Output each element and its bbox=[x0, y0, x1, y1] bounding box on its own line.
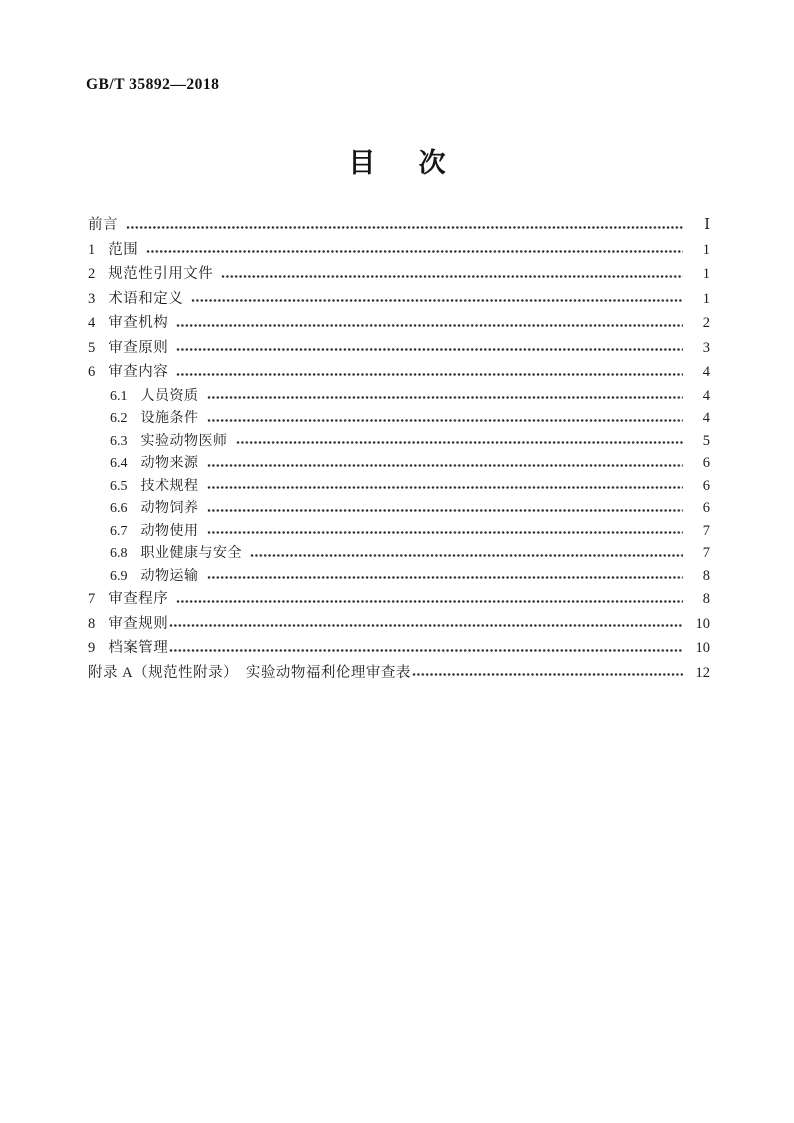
toc-entry-label: 动物运输 bbox=[140, 568, 199, 584]
toc-entry-label: 职业健康与安全 bbox=[140, 546, 242, 561]
toc-entry-label: 前言 bbox=[88, 217, 118, 233]
toc-entry-page: 8 bbox=[702, 567, 710, 584]
toc-entry bbox=[88, 311, 710, 336]
dot-leader bbox=[207, 530, 684, 535]
toc-entry-page: 6 bbox=[702, 455, 710, 471]
toc-entry-page: 5 bbox=[702, 432, 710, 449]
toc-entry-page: 2 bbox=[702, 315, 710, 331]
toc-entry-number: 6.7 bbox=[110, 523, 128, 539]
toc-entry-label: 动物饲养 bbox=[140, 501, 199, 516]
toc-entry bbox=[88, 661, 710, 686]
toc-entry-number: 2 bbox=[88, 266, 96, 282]
toc-entry-number: 9 bbox=[88, 640, 96, 656]
toc-entry-page: 8 bbox=[702, 591, 710, 607]
toc-entry bbox=[88, 213, 710, 238]
dot-leader bbox=[176, 599, 683, 604]
toc-entry-label: 技术规程 bbox=[140, 478, 199, 494]
toc-entry-page: 6 bbox=[702, 500, 710, 516]
toc-entry-label: 档案管理 bbox=[108, 640, 169, 656]
toc-entry-page: 10 bbox=[695, 615, 710, 632]
toc-entry-number: 6.5 bbox=[110, 478, 128, 494]
toc-entry-page: 4 bbox=[702, 387, 710, 404]
dot-leader bbox=[412, 672, 683, 677]
toc-entry-label: 规范性引用文件 bbox=[108, 266, 214, 282]
toc-entry-page: 7 bbox=[702, 522, 710, 539]
toc-entry-label: 动物来源 bbox=[140, 456, 199, 471]
toc-entry bbox=[88, 430, 710, 453]
toc-entry-number: 7 bbox=[88, 591, 96, 607]
toc-entry-label: 术语和定义 bbox=[108, 290, 184, 307]
dot-leader bbox=[176, 323, 683, 328]
toc-entry-number: 6.4 bbox=[110, 456, 128, 471]
toc-entry bbox=[88, 636, 710, 661]
toc-entry-number: 8 bbox=[88, 615, 96, 632]
toc-entry-page: 4 bbox=[702, 410, 710, 426]
toc-entry bbox=[88, 475, 710, 498]
dot-leader bbox=[236, 440, 684, 445]
dot-leader bbox=[250, 553, 683, 558]
toc-entry bbox=[88, 360, 710, 385]
dot-leader bbox=[191, 298, 683, 303]
toc-entry-number: 1 bbox=[88, 241, 96, 258]
dot-leader bbox=[146, 249, 683, 254]
dot-leader bbox=[126, 225, 683, 230]
dot-leader bbox=[176, 372, 683, 377]
toc-entry-page: 10 bbox=[695, 640, 710, 656]
toc-entry-number: 6.9 bbox=[110, 568, 128, 584]
dot-leader bbox=[207, 485, 684, 490]
toc-entry-label: 审查原则 bbox=[108, 339, 169, 356]
toc-entry-page: 1 bbox=[702, 266, 710, 282]
toc-entry bbox=[88, 520, 710, 543]
toc-entry bbox=[88, 385, 710, 408]
toc-entry-number: 6.3 bbox=[110, 433, 128, 449]
toc-entry-number: 6.1 bbox=[110, 388, 128, 404]
toc-entry bbox=[88, 238, 710, 263]
toc-entry-label: 审查内容 bbox=[108, 364, 169, 380]
dot-leader bbox=[169, 648, 683, 653]
dot-leader bbox=[207, 395, 684, 400]
toc-entry-label: 审查规则 bbox=[108, 615, 169, 632]
toc-entry-label: 附录 A（规范性附录） 实验动物福利伦理审查表 bbox=[88, 664, 411, 681]
toc-entry-label: 设施条件 bbox=[140, 411, 199, 426]
toc-entry-number: 6.6 bbox=[110, 501, 128, 516]
dot-leader bbox=[176, 347, 683, 352]
toc-entry bbox=[88, 287, 710, 312]
dot-leader bbox=[207, 418, 684, 423]
dot-leader bbox=[207, 575, 684, 580]
toc-entry bbox=[88, 497, 710, 520]
toc-entry-page: 1 bbox=[702, 241, 710, 258]
toc-entry-label: 实验动物医师 bbox=[140, 433, 228, 449]
toc-entry bbox=[88, 565, 710, 588]
toc-entry-number: 4 bbox=[88, 315, 96, 331]
standard-number: GB/T 35892—2018 bbox=[86, 76, 220, 93]
toc-entry-page: 4 bbox=[702, 364, 710, 380]
toc-entry bbox=[88, 336, 710, 361]
toc-entry-page: 3 bbox=[702, 339, 710, 356]
toc-entry-label: 动物使用 bbox=[140, 523, 199, 539]
toc-entry-page: 1 bbox=[702, 290, 710, 307]
dot-leader bbox=[207, 508, 684, 513]
page-title: 目 次 bbox=[348, 148, 454, 178]
toc-entry-number: 6.2 bbox=[110, 411, 128, 426]
toc-entry-number: 6.8 bbox=[110, 546, 128, 561]
toc-entry-page: 6 bbox=[702, 477, 710, 494]
toc-entry-number: 6 bbox=[88, 364, 96, 380]
dot-leader bbox=[169, 623, 683, 628]
toc-entry-page: 7 bbox=[702, 545, 710, 561]
toc-entry bbox=[88, 452, 710, 475]
toc-entry bbox=[88, 542, 710, 565]
toc-entry-page: 12 bbox=[695, 664, 710, 681]
toc-entry bbox=[88, 587, 710, 612]
toc-entry-number: 3 bbox=[88, 290, 96, 307]
dot-leader bbox=[207, 463, 684, 468]
toc-entry-label: 审查机构 bbox=[108, 315, 169, 331]
toc-entry bbox=[88, 407, 710, 430]
toc-entry-number: 5 bbox=[88, 339, 96, 356]
toc-entry-label: 审查程序 bbox=[108, 591, 169, 607]
toc-entry-page: Ⅰ bbox=[704, 217, 710, 233]
toc-entry-label: 人员资质 bbox=[140, 388, 199, 404]
toc-entry bbox=[88, 262, 710, 287]
table-of-contents bbox=[88, 213, 710, 685]
toc-entry-label: 范围 bbox=[108, 241, 139, 258]
dot-leader bbox=[221, 274, 683, 279]
toc-entry bbox=[88, 612, 710, 637]
